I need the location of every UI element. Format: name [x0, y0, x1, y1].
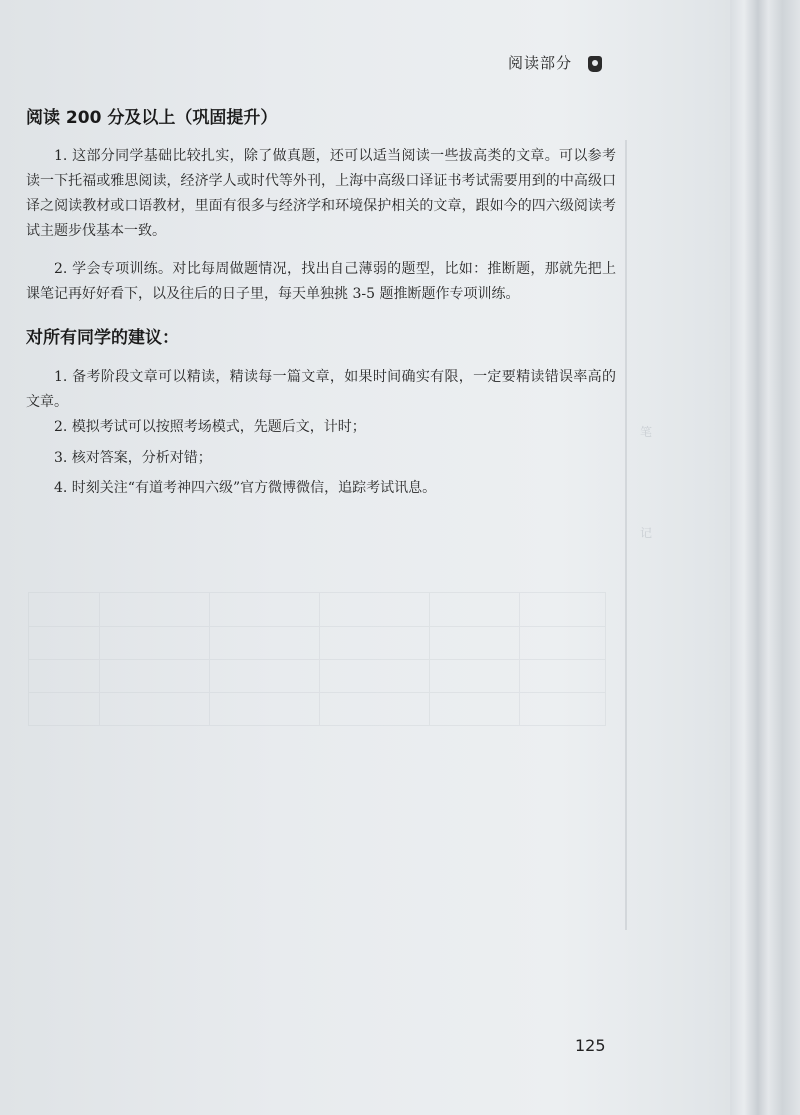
page-stack-edge — [730, 0, 800, 1115]
paragraph-2: 2. 学会专项训练。对比每周做题情况，找出自己薄弱的题型，比如：推断题，那就先把上课笔记再好好看下，以及往后的日子里，每天单独挑 3-5 题推断题作专项训练。 — [26, 261, 616, 302]
suggestion-item-2: 2. 模拟考试可以按照考场模式，先题后文，计时； — [54, 419, 366, 435]
section-heading-reading-200: 阅读 200 分及以上（巩固提升） — [26, 108, 278, 128]
paragraph-1: 1. 这部分同学基础比较扎实，除了做真题，还可以适当阅读一些拔高类的文章。可以参考读一下托福或雅思阅读，经济学人或时代等外刊，上海中高级口译证书考试需要用到的中高级口译之阅读教材或口语教材，里面有很多与经济学和环境保护相关的文章，跟如今的四六级阅读考试主题步伐基本一致。 — [26, 148, 616, 239]
margin-note-bi: 笔 — [640, 425, 653, 439]
book-icon — [588, 56, 602, 72]
section-heading-all-students: 对所有同学的建议： — [26, 328, 179, 348]
margin-note-ji: 记 — [640, 526, 653, 540]
suggestion-item-4: 4. 时刻关注“有道考神四六级”官方微博微信，追踪考试讯息。 — [54, 480, 437, 496]
running-head: 阅读部分 — [508, 54, 573, 72]
suggestion-item-3: 3. 核对答案，分析对错； — [54, 450, 212, 466]
suggestion-item-1: 1. 备考阶段文章可以精读，精读每一篇文章，如果时间确实有限，一定要精读错误率高的文章。 — [26, 369, 616, 410]
margin-divider — [625, 140, 627, 930]
page-number: 125 — [575, 1036, 606, 1055]
show-through-table — [28, 592, 606, 726]
